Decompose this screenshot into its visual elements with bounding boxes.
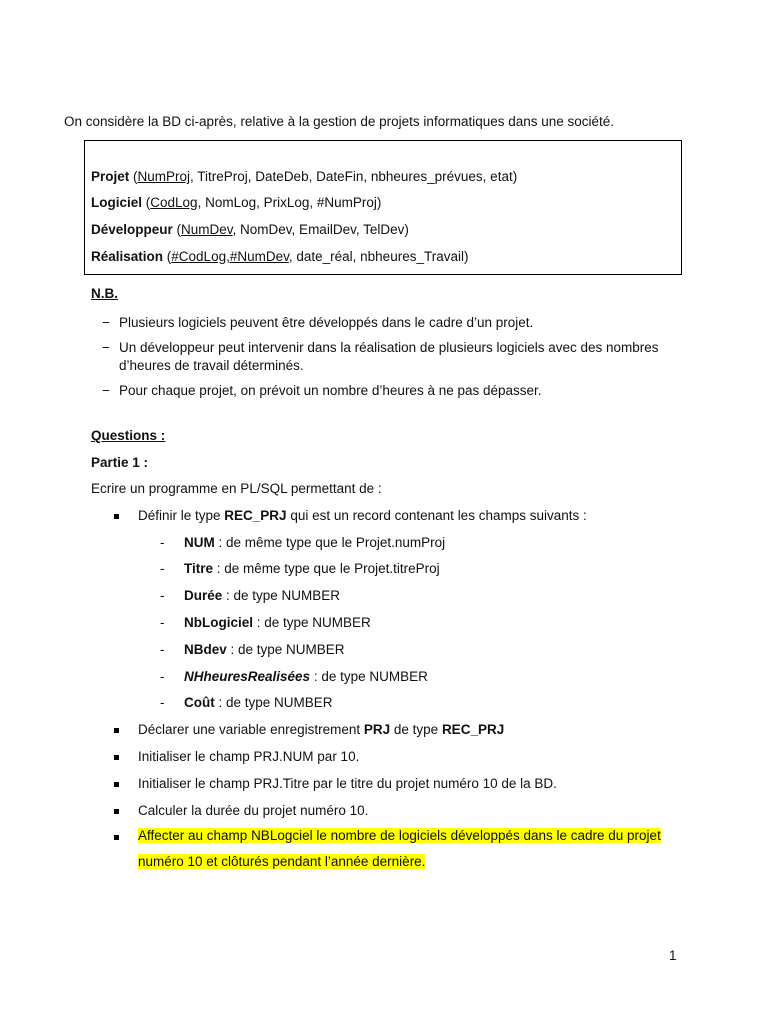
square-bullet-icon [114, 809, 119, 814]
nb-item: Un développeur peut intervenir dans la réalisation de plusieurs logiciels avec des nombres [119, 340, 659, 355]
nb-title: N.B. [91, 286, 118, 301]
field-item: Durée : de type NUMBER [184, 588, 341, 603]
nb-item: Plusieurs logiciels peuvent être développés dans le cadre d’un projet. [119, 315, 534, 330]
bullet-declare: Déclarer une variable enregistrement PRJ de type REC_PRJ [138, 722, 505, 737]
dash-icon: - [160, 588, 165, 603]
square-bullet-icon [114, 728, 119, 733]
dash-icon: - [160, 695, 165, 710]
schema-box [84, 140, 682, 275]
dash-icon: − [102, 383, 110, 398]
square-bullet-icon [114, 755, 119, 760]
questions-title: Questions : [91, 428, 166, 443]
dash-icon: - [160, 615, 165, 630]
bullet-duree: Calculer la durée du projet numéro 10. [138, 803, 369, 818]
dash-icon: - [160, 561, 165, 576]
square-bullet-icon [114, 835, 119, 840]
nb-item: Pour chaque projet, on prévoit un nombre d’heures à ne pas dépasser. [119, 383, 542, 398]
field-item: NUM : de même type que le Projet.numProj [184, 535, 446, 550]
page-number: 1 [669, 948, 677, 963]
bullet-init-titre: Initialiser le champ PRJ.Titre par le titre du projet numéro 10 de la BD. [138, 776, 557, 791]
dash-icon: - [160, 669, 165, 684]
dash-icon: − [102, 315, 110, 330]
questions-lead: Ecrire un programme en PL/SQL permettant de : [91, 481, 382, 496]
intro-text: On considère la BD ci-après, relative à la gestion de projets informatiques dans une société. [64, 114, 615, 129]
dash-icon: - [160, 642, 165, 657]
nb-item-continued: d’heures de travail déterminés. [119, 358, 304, 373]
bullet-highlighted-line1: Affecter au champ NBLogciel le nombre de logiciels développés dans le cadre du projet [138, 828, 661, 843]
field-item: NHheuresRealisées : de type NUMBER [184, 669, 428, 684]
schema-realisation: Réalisation (#CodLog,#NumDev, date_réal, nbheures_Travail) [91, 249, 469, 264]
field-item: Coût : de type NUMBER [184, 695, 333, 710]
field-item: NBdev : de type NUMBER [184, 642, 345, 657]
bullet-highlighted-line2: numéro 10 et clôturés pendant l’année dernière. [138, 854, 426, 869]
bullet-init-num: Initialiser le champ PRJ.NUM par 10. [138, 749, 360, 764]
dash-icon: − [102, 340, 110, 355]
square-bullet-icon [114, 514, 119, 519]
schema-developpeur: Développeur (NumDev, NomDev, EmailDev, TelDev) [91, 222, 409, 237]
schema-projet: Projet (NumProj, TitreProj, DateDeb, DateFin, nbheures_prévues, etat) [91, 169, 518, 184]
schema-logiciel: Logiciel (CodLog, NomLog, PrixLog, #NumProj) [91, 195, 382, 210]
bullet-define-type: Définir le type REC_PRJ qui est un record contenant les champs suivants : [138, 508, 587, 523]
field-item: NbLogiciel : de type NUMBER [184, 615, 371, 630]
partie-title: Partie 1 : [91, 455, 149, 470]
field-item: Titre : de même type que le Projet.titreProj [184, 561, 440, 576]
square-bullet-icon [114, 782, 119, 787]
dash-icon: - [160, 535, 165, 550]
